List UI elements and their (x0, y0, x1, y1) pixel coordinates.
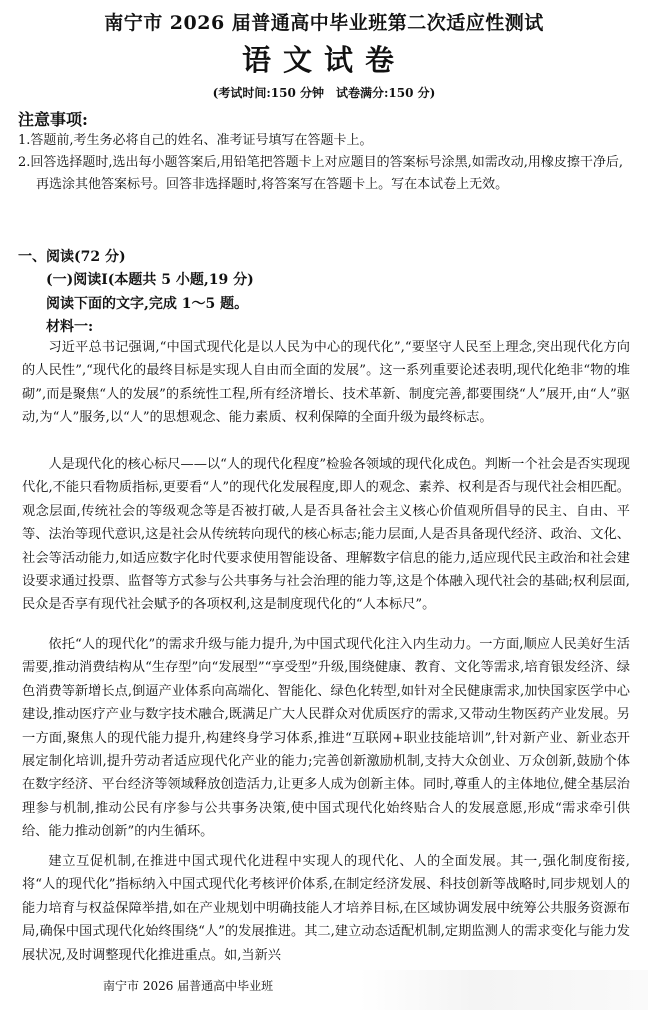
material-label: 材料一: (46, 319, 94, 335)
reading-instruction: 阅读下面的文字,完成 1～5 题。 (46, 296, 249, 312)
exam-info: (考试时间:150 分钟 试卷满分:150 分) (212, 86, 436, 100)
page-footer: 南宁市 2026 届普通高中毕业班 (103, 979, 274, 993)
section-heading: 一、阅读(72 分) (18, 249, 126, 265)
body-paragraph: 人是现代化的核心标尺——以“人的现代化程度”检验各领域的现代化成色。判断一个社会是否实现现代化,不能只看物质指标,更要看“人”的现代化发展程度,即人的观念、素养、权利是否与现代社会相匹配。观念层面,传统社会的等级观念等是否被打破,人是否具备社会主义核心价值观所倡导的民主、自由、平等、法治等现代意识,这是社会从传统转向现代的核心标志;能力层面,人是否具备现代经济、政治、文化、社会等活动能力,如适应数字化时代要求使用智能设备、理解数字信息的能力,适应现代民主政治和社会建设要求通过投票、监督等方式参与公共事务与社会治理的能力等,这是个体融入现代社会的基础;权利层面,民众是否享有现代社会赋予的各项权利,这是制度现代化的“人本标尺”。 (22, 457, 630, 613)
exam-title: 南宁市 2026 届普通高中毕业班第二次适应性测试 (104, 12, 544, 34)
notice-title: 注意事项: (18, 110, 88, 129)
subject-title: 语文试卷 (241, 43, 406, 77)
body-paragraph: 习近平总书记强调,“中国式现代化是以人民为中心的现代化”,“要坚守人民至上理念,突出现代化方向的人民性”,“现代化的最终目标是实现人自由而全面的发展”。这一系列重要论述表明,现代化绝非“物的堆砌”,而是聚焦“人的发展”的系统性工程,所有经济增长、技术革新、制度完善,都要围绕“人”展开,由“人”驱动,为“人”服务,以“人”的思想观念、能力素质、权利保障的全面升级为最终标志。 (22, 340, 630, 426)
notice-item: 1.答题前,考生务必将自己的姓名、准考证号填写在答题卡上。 (18, 133, 373, 148)
body-paragraph: 依托“人的现代化”的需求升级与能力提升,为中国式现代化注入内生动力。一方面,顺应人民美好生活需要,推动消费结构从“生存型”向“发展型”“享受型”升级,围绕健康、教育、文化等需求,培育银发经济、绿色消费等新增长点,倒逼产业体系向高端化、智能化、绿色化转型,如针对全民健康需求,加快国家医学中心建设,推动医疗产业与数字技术融合,既满足广大人民群众对优质医疗的需求,又带动生物医药产业发展。另一方面,聚焦人的现代能力提升,构建终身学习体系,推进“互联网+职业技能培训”,针对新产业、新业态开展定制化培训,提升劳动者适应现代化产业的能力;完善创新激励机制,支持大众创业、万众创新,鼓励个体在数字经济、平台经济等领域释放创造活力,让更多人成为创新主体。同时,尊重人的主体地位,健全基层治理参与机制,推动公民有序参与公共事务决策,使中国式现代化始终贴合人的发展意愿,形成“需求牵引供给、能力推动创新”的内生循环。 (22, 637, 630, 840)
body-paragraph: 建立互促机制,在推进中国式现代化进程中实现人的现代化、人的全面发展。其一,强化制度衔接,将“人的现代化”指标纳入中国式现代化考核评价体系,在制定经济发展、科技创新等战略时,同步规划人的能力培育与权益保障举措,如在产业规划中明确技能人才培养目标,在区域协调发展中统筹公共服务资源布局,确保中国式现代化始终围绕“人”的发展推进。其二,建立动态适配机制,定期监测人的需求变化与能力发展状况,及时调整现代化推进重点。如,当新兴 (22, 854, 630, 963)
notice-item: 2.回答选择题时,选出每小题答案后,用铅笔把答题卡上对应题目的答案标号涂黑,如需改动,用橡皮擦干净后,再选涂其他答案标号。回答非选择题时,将答案写在答题卡上。写在本试卷上无效。 (18, 155, 624, 192)
scan-shadow (360, 970, 648, 1010)
subsection-heading: (一)阅读Ⅰ(本题共 5 小题,19 分) (46, 272, 254, 288)
